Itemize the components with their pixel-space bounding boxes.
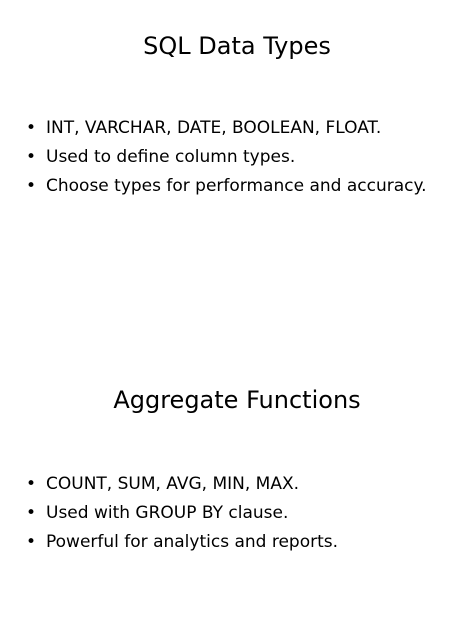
slide-title: SQL Data Types bbox=[143, 32, 331, 60]
bullet-item bbox=[26, 528, 338, 557]
bullet-icon: • bbox=[26, 176, 37, 196]
bullet-icon: • bbox=[26, 532, 37, 552]
bullet-icon: • bbox=[26, 503, 37, 523]
bullet-item bbox=[26, 143, 427, 172]
bullet-text: Used with GROUP BY clause. bbox=[46, 503, 289, 523]
bullet-text: INT, VARCHAR, DATE, BOOLEAN, FLOAT. bbox=[46, 118, 382, 138]
slide-aggregate-functions bbox=[0, 316, 474, 632]
bullet-item bbox=[26, 499, 338, 528]
bullet-icon: • bbox=[26, 147, 37, 167]
bullet-icon: • bbox=[26, 474, 37, 494]
bullet-item bbox=[26, 470, 338, 499]
bullet-text: COUNT, SUM, AVG, MIN, MAX. bbox=[46, 474, 300, 494]
bullet-item bbox=[26, 114, 427, 143]
bullet-list bbox=[26, 470, 338, 557]
bullet-icon: • bbox=[26, 118, 37, 138]
bullet-list bbox=[26, 114, 427, 201]
bullet-text: Choose types for performance and accuracy. bbox=[46, 176, 427, 196]
bullet-text: Powerful for analytics and reports. bbox=[46, 532, 339, 552]
bullet-item bbox=[26, 172, 427, 201]
bullet-text: Used to define column types. bbox=[46, 147, 296, 167]
slide-title: Aggregate Functions bbox=[113, 386, 361, 414]
